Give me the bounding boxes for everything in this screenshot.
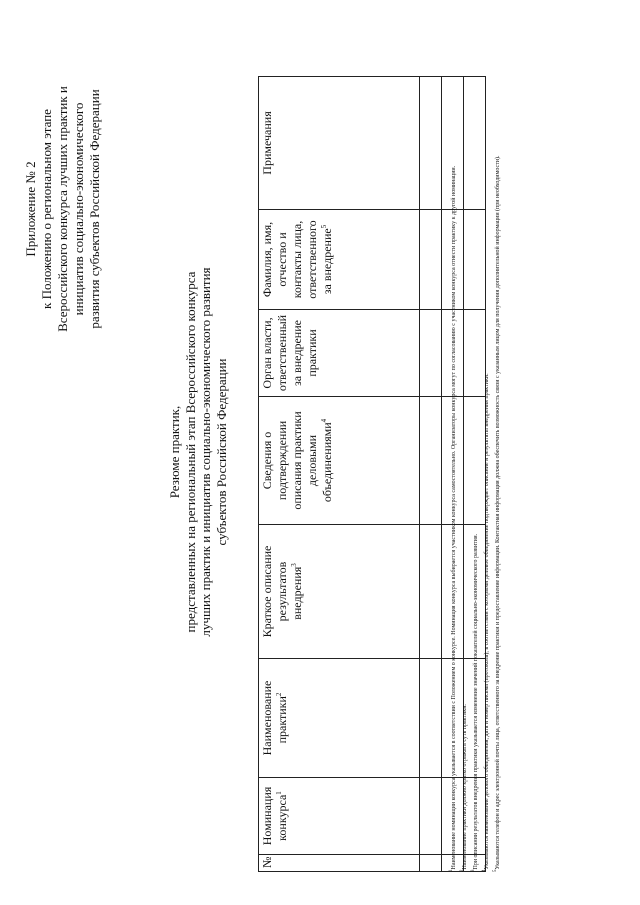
header-responsible-contact: Фамилия, имя, отчество и контакты лица, ответственного за внедрение$^5$ — [259, 210, 420, 310]
table-cell[interactable] — [420, 525, 442, 659]
annex-line: развития субъектов Российской Федерации — [87, 89, 102, 329]
footnote: $^5$Указываются телефон и адрес электронной почты лица, ответственного за внедрение практики и предоставление информации. Контактная информация должна обеспечить возможность связи с указанным лицом для получения дополнительной информации (при необходимости). — [493, 155, 501, 872]
title-line: субъектов Российской Федерации — [213, 358, 229, 546]
header-practice-name: Наименование практики$^2$ — [259, 659, 420, 778]
footnote-ref: 4 — [320, 418, 328, 423]
title-line: лучших практик и инициатив социально-экономического развития — [198, 267, 213, 637]
title-line: представленных на региональный этап Всероссийского конкурса — [182, 271, 198, 633]
table-header-row — [259, 77, 420, 872]
footnote-ref: 1 — [275, 791, 283, 795]
header-number: № — [259, 855, 420, 872]
table-cell[interactable] — [420, 397, 442, 525]
header-notes: Примечания — [259, 77, 420, 210]
table-cell[interactable] — [420, 310, 442, 397]
header-business-confirmation: Сведения о подтверждении описания практики деловыми объединениями$^4$ — [259, 397, 420, 525]
footnote: $^2$Наименование практики должно кратко отражать суть практики. — [460, 704, 468, 872]
title-line: Резюме практик, — [167, 405, 182, 499]
header-results-summary: Краткое описание результатов внедрения$^3$ — [259, 525, 420, 659]
annex-line: Приложение № 2 — [23, 161, 38, 257]
table-row — [420, 77, 442, 872]
footnote: $^1$Наименование номинации конкурса указывается в соответствии с Положением о конкурсе. Номинация конкурса выбирается участником конкурса самостоятельно. Организаторы конкурса могут по согласованию с участником конкурса отнести практику к другой номинации. — [449, 165, 457, 872]
annex-header — [23, 49, 103, 369]
table-cell[interactable] — [420, 659, 442, 778]
footnotes — [450, 77, 505, 872]
annex-line: к Положению о региональном этапе — [39, 109, 54, 309]
landscape-sheet — [20, 27, 620, 877]
table-cell[interactable] — [420, 77, 442, 210]
footnote-ref: 5 — [320, 224, 328, 229]
annex-line: инициатив социально-экономического — [71, 102, 86, 316]
footnote-ref: 3 — [290, 563, 298, 567]
annex-line: Всероссийского конкурса лучших практик и — [55, 86, 70, 332]
table-cell[interactable] — [420, 778, 442, 855]
footnote: $^3$При описании результатов внедрения практики указывается изменение значений показателей социально-экономического развития. — [471, 533, 479, 872]
document-title — [167, 27, 229, 877]
footnote: $^4$Указываются наименование делового объединения, дата и номер письма (протокола), в соответствии с которыми деловое объединение подтверждает описание и результаты внедрения практики. — [482, 373, 490, 872]
header-authority: Орган власти, ответственный за внедрение практики — [259, 310, 420, 397]
header-nomination: Номинация конкурса$^1$ — [259, 778, 420, 855]
table-cell[interactable] — [420, 855, 442, 872]
table-cell[interactable] — [420, 210, 442, 310]
footnote-ref: 2 — [275, 692, 283, 697]
